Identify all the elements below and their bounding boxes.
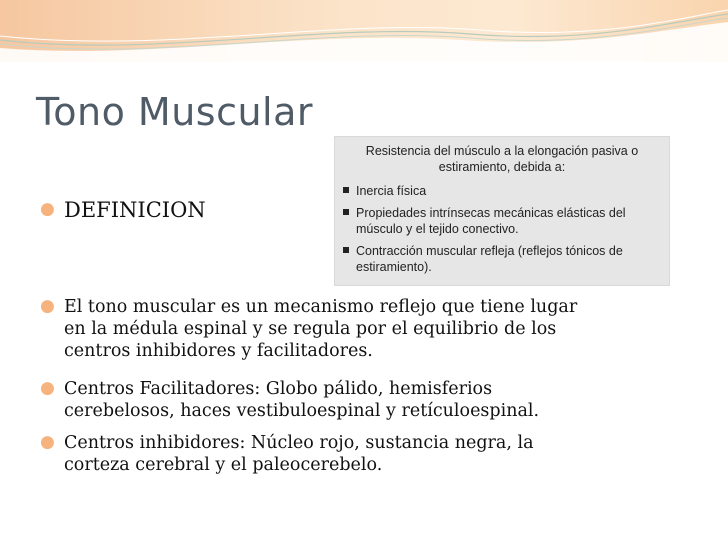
bullet-line: corteza cerebral y el paleocerebelo. <box>64 455 383 475</box>
reference-item <box>343 183 656 199</box>
reference-item-line: estiramiento). <box>356 260 432 274</box>
reference-item-line: músculo y el tejido conectivo. <box>356 222 519 236</box>
reference-item <box>343 205 656 237</box>
square-bullet-icon <box>343 247 349 253</box>
bullet-paragraph <box>64 296 704 362</box>
bullet-line: El tono muscular es un mecanismo reflejo que tiene lugar <box>64 297 578 317</box>
reference-box <box>334 136 670 286</box>
reference-item-line: Propiedades intrínsecas mecánicas elásticas del <box>356 206 626 220</box>
definition-label: DEFINICION <box>64 198 206 222</box>
reference-item-line: Contracción muscular refleja (reflejos tónicos de <box>356 244 623 258</box>
bullet-icon: ● <box>40 378 55 398</box>
bullet-line: cerebelosos, haces vestibuloespinal y retículoespinal. <box>64 401 540 421</box>
reference-heading-line: estiramiento, debida a: <box>438 160 566 174</box>
decorative-header-band <box>0 0 728 62</box>
reference-heading-line: Resistencia del músculo a la elongación pasiva o <box>365 144 639 158</box>
reference-item-line: Inercia física <box>356 184 427 198</box>
bullet-line: centros inhibidores y facilitadores. <box>64 341 373 361</box>
bullet-icon: ● <box>40 199 55 219</box>
slide-title: Tono Muscular <box>36 90 314 134</box>
reference-heading <box>335 143 669 175</box>
square-bullet-icon <box>343 209 349 215</box>
wave-decoration <box>0 0 728 62</box>
bullet-line: Centros Facilitadores: Globo pálido, hemisferios <box>64 379 493 399</box>
square-bullet-icon <box>343 187 349 193</box>
bullet-line: Centros inhibidores: Núcleo rojo, sustancia negra, la <box>64 433 534 453</box>
bullet-paragraph <box>64 432 704 476</box>
bullet-icon: ● <box>40 432 55 452</box>
bullet-paragraph <box>64 378 704 422</box>
reference-item <box>343 243 656 275</box>
bullet-line: en la médula espinal y se regula por el equilibrio de los <box>64 319 557 339</box>
bullet-icon: ● <box>40 296 55 316</box>
